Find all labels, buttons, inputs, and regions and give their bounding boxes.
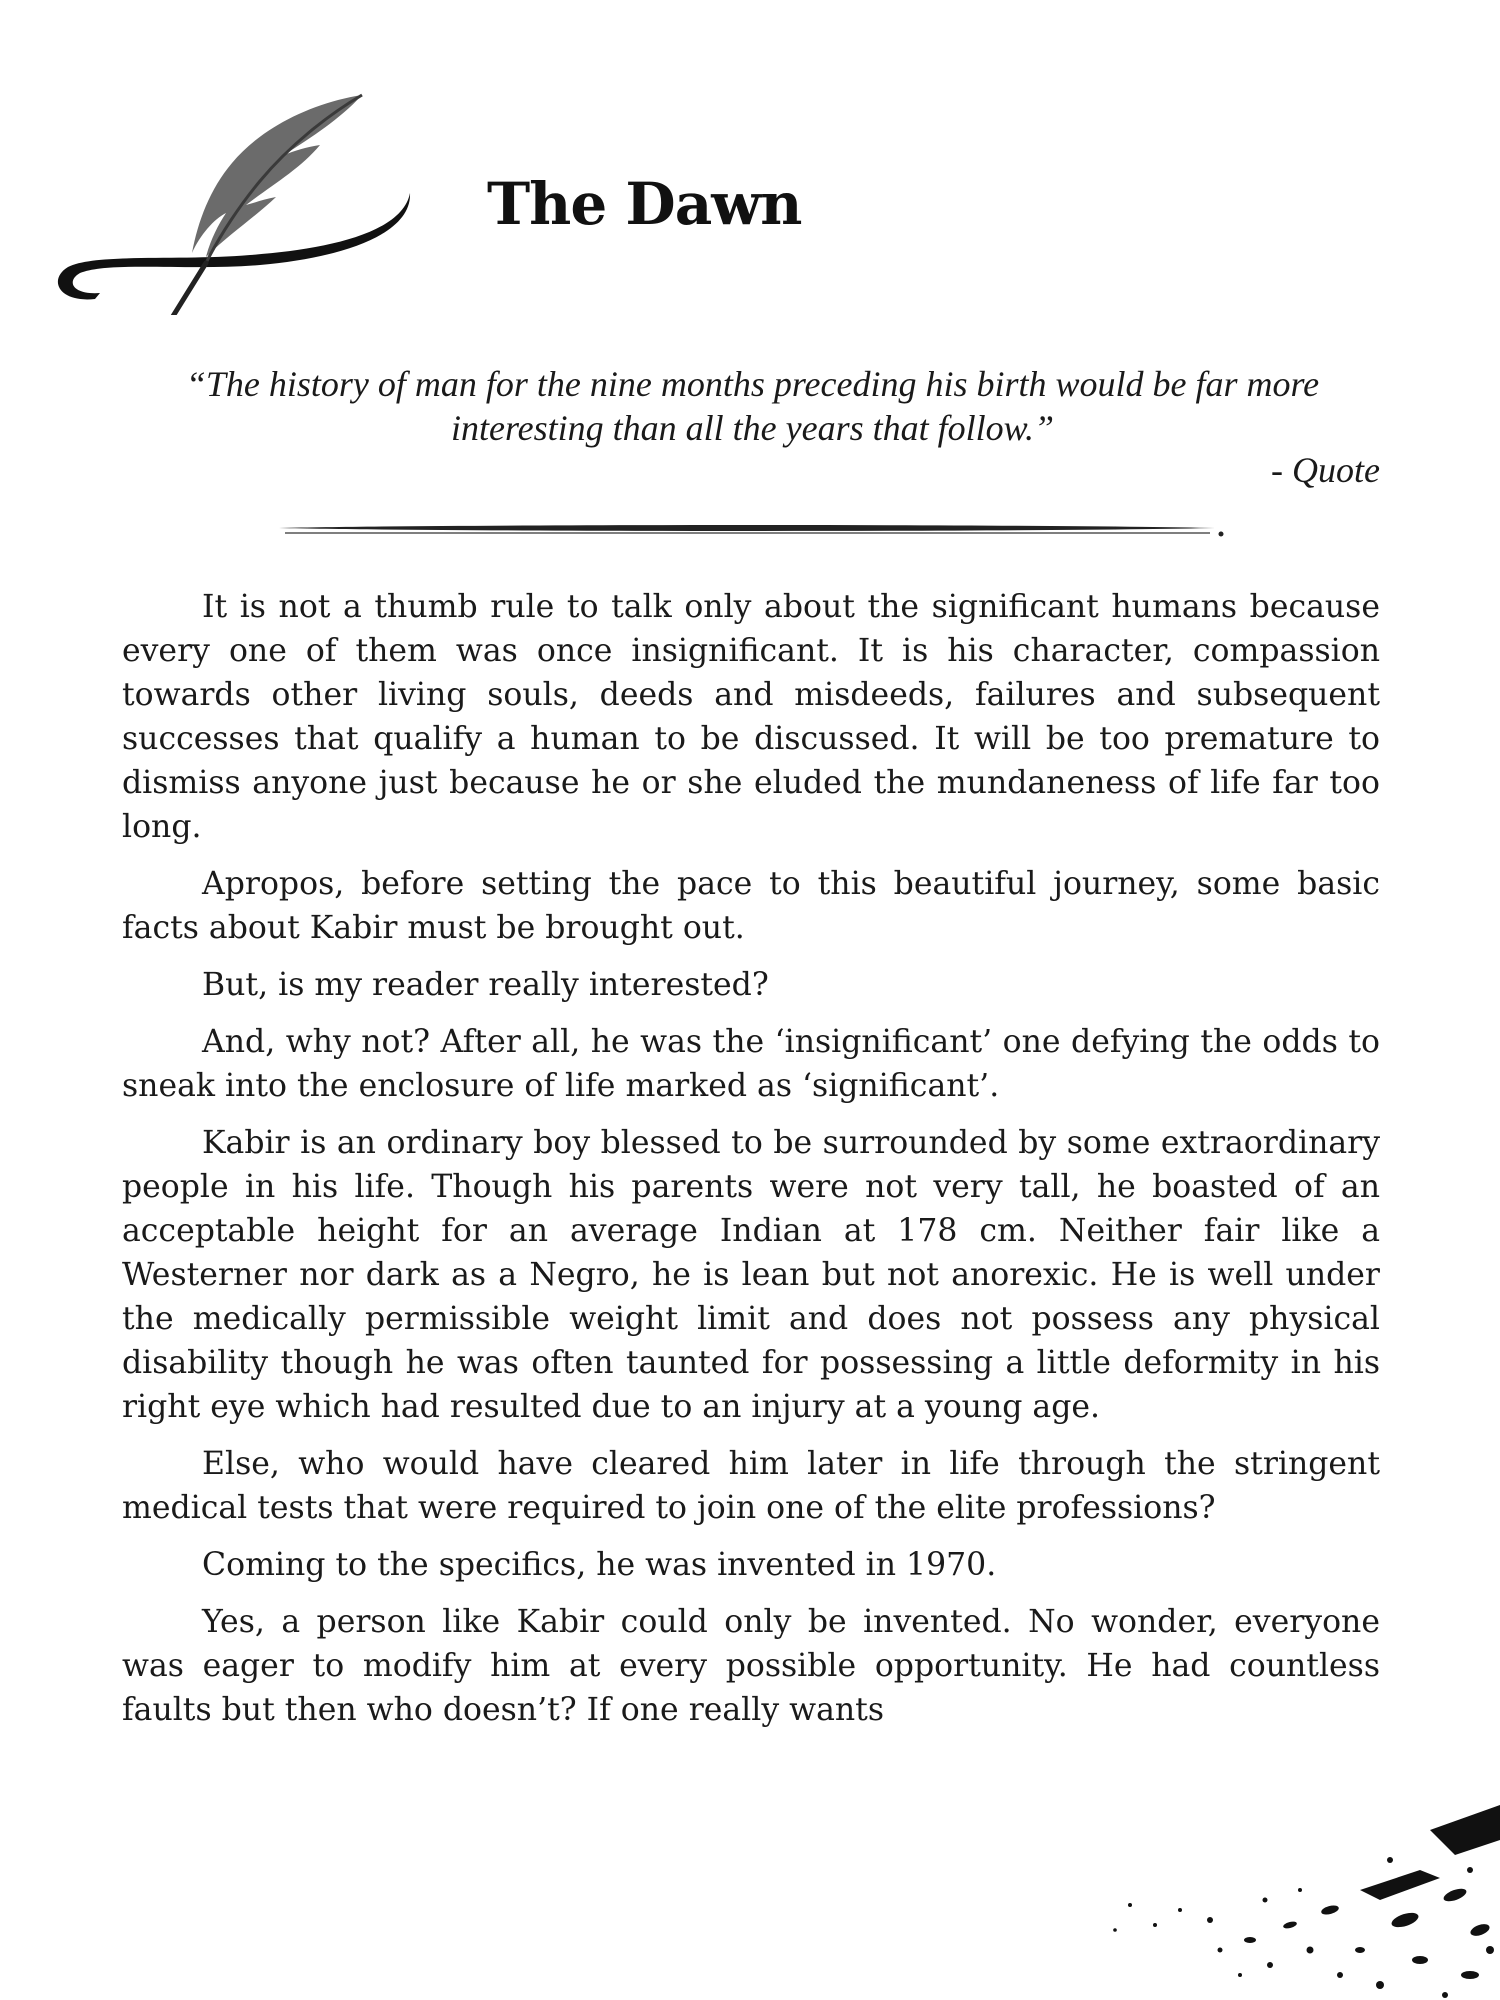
chapter-title: The Dawn [487,170,802,238]
epigraph-attribution: - Quote [1271,450,1380,490]
paragraph: Yes, a person like Kabir could only be invented. No wonder, everyone was eager to modify him at every possible opportunity. He had countless faults but then who doesn’t? If one really wants [122,1604,1380,1728]
paragraph: Apropos, before setting the pace to this beautiful journey, some basic facts about Kabir must be brought out. [122,866,1380,946]
paragraph: Kabir is an ordinary boy blessed to be surrounded by some extraordinary people in his life. Though his parents were not very tall, he boasted of an acceptable height for an average Indian at 178 cm. Neither fair like a Westerner nor dark as a Negro, he is lean but not anorexic. He is well under the medically permissible weight limit and does not possess any physical disability though he was often taunted for possessing a little deformity in his right eye which had resulted due to an injury at a young age. [122,1125,1380,1425]
ornamental-divider [275,520,1225,540]
paragraph: Else, who would have cleared him later in life through the stringent medical tests that were required to join one of the elite professions? [122,1446,1380,1526]
paragraph: But, is my reader really interested? [202,967,769,1003]
chapter-body [122,585,1380,1745]
feather-quill-icon [50,85,420,315]
paragraph: Coming to the specifics, he was invented in 1970. [202,1547,997,1583]
epigraph-quote: “The history of man for the nine months preceding his birth would be far more interesting than all the years that follow.” [185,364,1320,448]
paragraph: It is not a thumb rule to talk only about the significant humans because every one of them was once insignificant. It is his character, compassion towards other living souls, deeds and misdeeds, failures and subsequent successes that qualify a human to be discussed. It will be too premature to dismiss anyone just because he or she eluded the mundaneness of life far too long. [122,589,1380,845]
paragraph: And, why not? After all, he was the ‘insignificant’ one defying the odds to sneak into the enclosure of life marked as ‘significant’. [122,1024,1380,1104]
ink-splatter-decoration [1060,1800,1500,2000]
